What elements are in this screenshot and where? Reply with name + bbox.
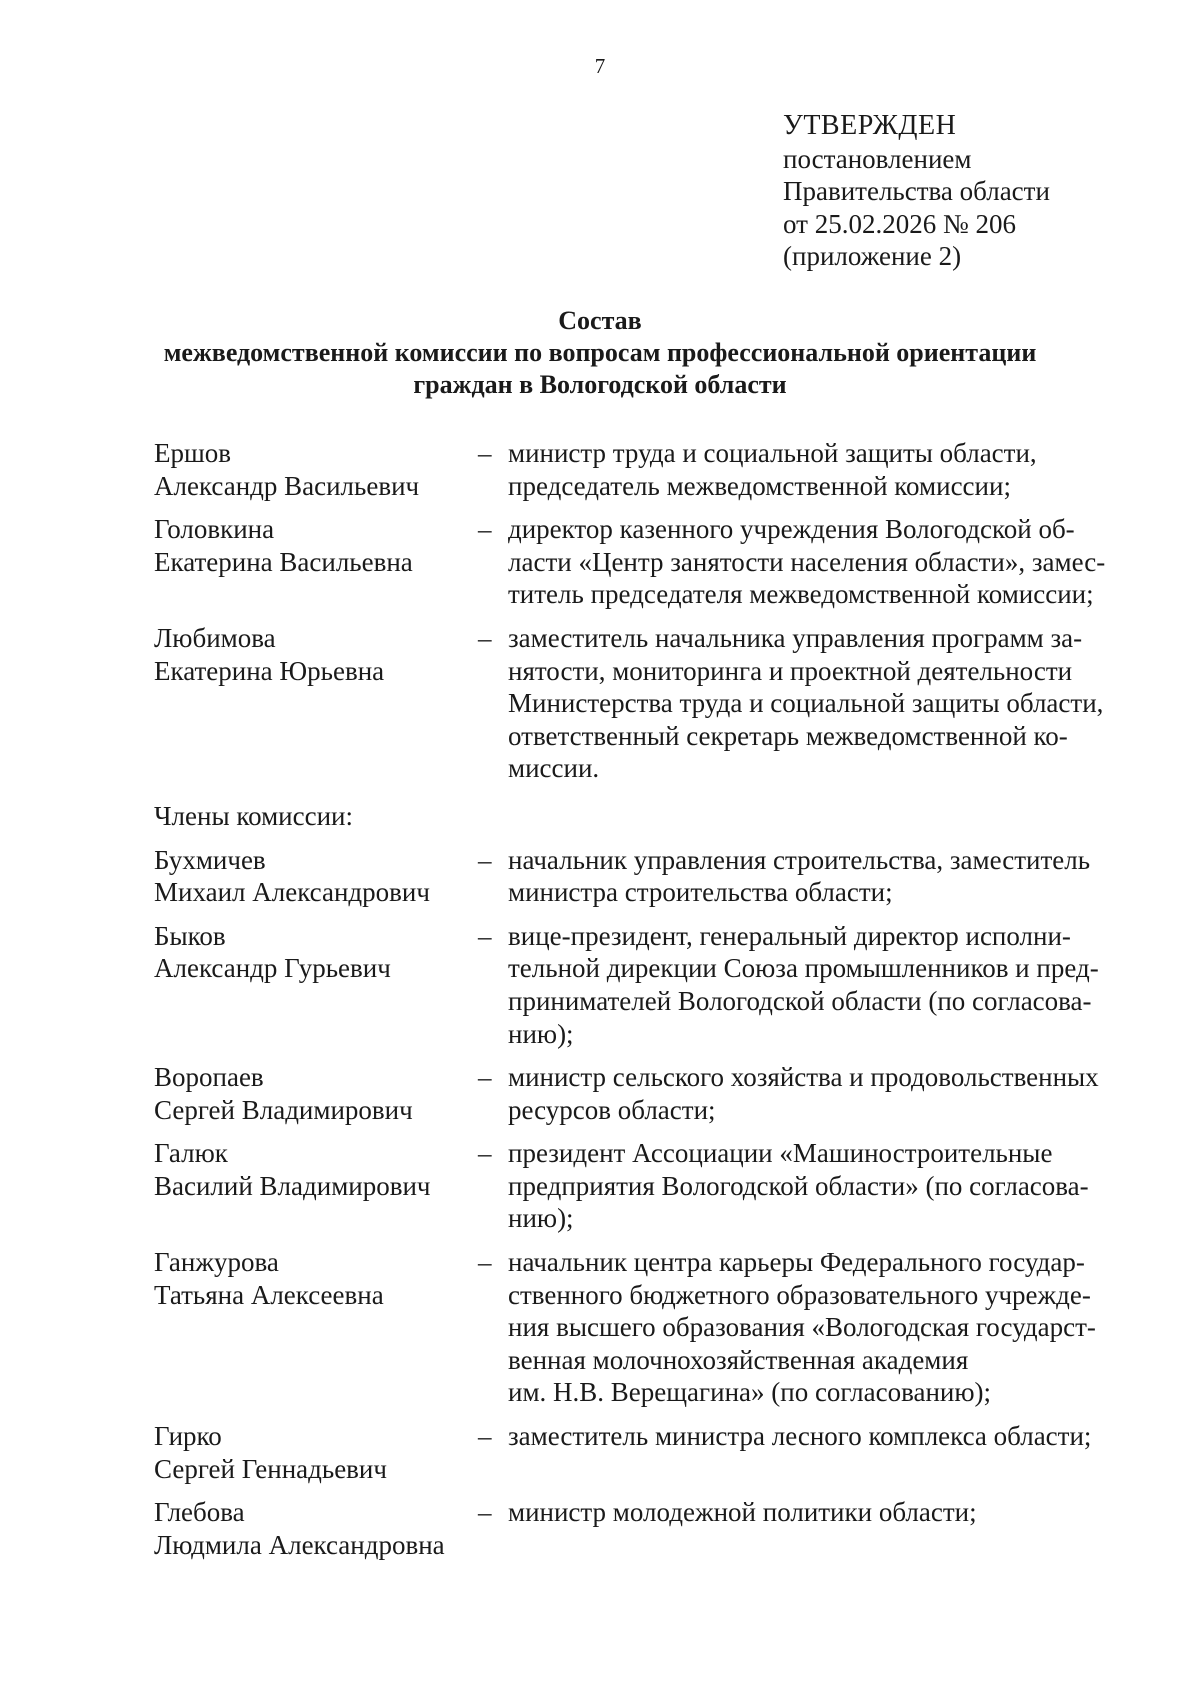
position-line: директор казенного учреждения Вологодской об- [508,514,1075,545]
approval-line: (приложение 2) [783,241,962,272]
person-name [154,844,478,909]
person-name [154,1137,478,1235]
position-text [508,437,1148,502]
leader-entry-golovkina [154,513,1154,611]
given-names: Татьяна Алексеевна [154,1279,384,1310]
title-line: граждан в Вологодской области [413,370,787,399]
position-text [508,920,1148,1050]
member-entry-voropaev [154,1061,1154,1126]
title-heading: Состав [558,306,642,335]
person-name [154,1061,478,1126]
person-name [154,622,478,785]
person-name [154,513,478,611]
dash-separator: – [478,1247,492,1278]
document-title [0,305,1200,401]
approval-status: УТВЕРЖДЕН [783,110,957,141]
surname: Воропаев [154,1062,264,1093]
given-names: Михаил Александрович [154,877,430,908]
dash-separator: – [478,514,492,545]
position-line: венная молочнохозяйственная академия [508,1344,969,1375]
position-line: ресурсов области; [508,1094,716,1125]
position-line: нятости, мониторинга и проектной деятельности [508,655,1073,686]
position-line: вице-президент, генеральный директор исполни- [508,920,1071,951]
position-line: заместитель министра лесного комплекса области; [508,1421,1092,1452]
person-name [154,1496,478,1561]
position-line: тельной дирекции Союза промышленников и пред- [508,953,1099,984]
dash-separator: – [478,1138,492,1169]
position-line: предприятия Вологодской области» (по согласова- [508,1170,1089,1201]
position-text [508,1061,1148,1126]
position-line: ласти «Центр занятости населения области», замес- [508,546,1106,577]
position-line: начальник центра карьеры Федерального государ- [508,1247,1085,1278]
leader-entry-ershov [154,437,1154,502]
commission-roster [154,437,1154,1561]
given-names: Сергей Владимирович [154,1094,413,1125]
given-names: Екатерина Юрьевна [154,655,385,686]
member-entry-bukhmichev [154,844,1154,909]
position-line: миссии. [508,753,600,784]
dash-separator: – [478,622,492,653]
position-line: нию); [508,1018,574,1049]
page-number: 7 [594,54,606,78]
approval-line: от 25.02.2026 № 206 [783,208,1016,239]
person-name [154,920,478,1050]
position-text [508,622,1148,785]
surname: Ганжурова [154,1247,279,1278]
surname: Ершов [154,438,232,468]
surname: Глебова [154,1497,245,1528]
person-name [154,1420,478,1485]
surname: Головкина [154,514,275,545]
surname: Галюк [154,1138,228,1169]
member-entry-ganzhurova [154,1246,1154,1409]
position-line: принимателей Вологодской области (по согласова- [508,985,1092,1016]
position-line: ния высшего образования «Вологодская государст- [508,1312,1096,1343]
dash-separator: – [478,920,492,951]
dash-separator: – [478,1421,492,1452]
position-line: им. Н.В. Верещагина» (по согласованию); [508,1377,992,1408]
dash-separator: – [478,438,492,468]
surname: Гирко [154,1421,222,1452]
position-text [508,844,1148,909]
position-line: нию); [508,1203,574,1234]
position-line: министр молодежной политики области; [508,1497,977,1528]
position-text [508,1246,1148,1409]
approval-stamp [783,110,1050,273]
position-line: заместитель начальника управления программ за- [508,622,1083,653]
surname: Любимова [154,622,276,653]
given-names: Людмила Александровна [154,1529,445,1560]
dash-separator: – [478,844,492,875]
person-name [154,1246,478,1409]
member-entry-girko [154,1420,1154,1485]
position-text [508,1420,1148,1485]
position-line: министр сельского хозяйства и продовольственных [508,1062,1099,1093]
member-entry-galyuk [154,1137,1154,1235]
approval-line: Правительства области [783,176,1050,207]
members-label: Члены комиссии: [154,800,353,831]
position-line: титель председателя межведомственной комиссии; [508,579,1094,610]
position-line: президент Ассоциации «Машиностроительные [508,1138,1053,1169]
given-names: Екатерина Васильевна [154,546,413,577]
given-names: Александр Васильевич [154,470,420,501]
position-line: министр труда и социальной защиты области, [508,438,1037,468]
position-line: Министерства труда и социальной защиты области, [508,688,1104,719]
position-line: начальник управления строительства, заместитель [508,844,1091,875]
given-names: Александр Гурьевич [154,953,391,984]
dash-separator: – [478,1062,492,1093]
surname: Быков [154,920,226,951]
position-text [508,513,1148,611]
given-names: Василий Владимирович [154,1170,431,1201]
position-line: ственного бюджетного образовательного учрежде- [508,1279,1091,1310]
given-names: Сергей Геннадьевич [154,1453,387,1484]
dash-separator: – [478,1497,492,1528]
surname: Бухмичев [154,844,266,875]
member-entry-bykov [154,920,1154,1050]
position-line: министра строительства области; [508,877,893,908]
member-entry-glebova [154,1496,1154,1561]
position-text [508,1137,1148,1235]
position-text [508,1496,1148,1561]
leader-entry-lyubimova [154,622,1154,785]
position-line: ответственный секретарь межведомственной ко- [508,720,1068,751]
approval-line: постановлением [783,143,972,174]
person-name [154,437,478,502]
position-line: председатель межведомственной комиссии; [508,470,1011,501]
title-line: межведомственной комиссии по вопросам профессиональной ориентации [163,338,1037,367]
